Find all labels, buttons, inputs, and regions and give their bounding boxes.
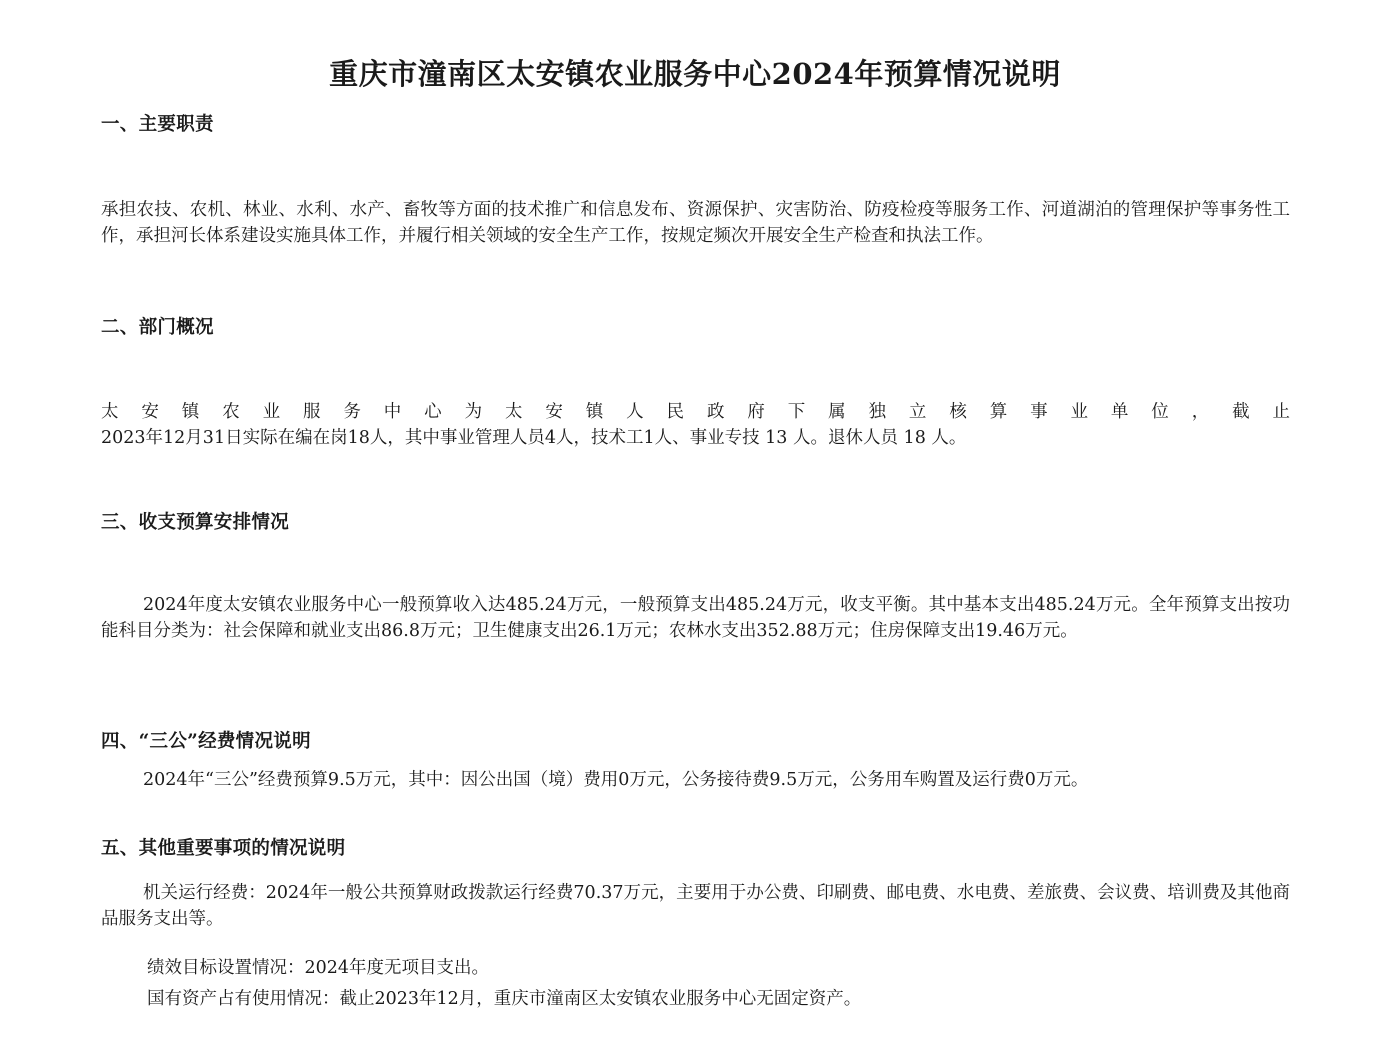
section-5-heading: 五、其他重要事项的情况说明 <box>101 838 346 859</box>
section-2-heading: 二、部门概况 <box>101 317 214 338</box>
section-4-heading: 四、“三公”经费情况说明 <box>101 731 311 752</box>
performance-note: 绩效目标设置情况：2024年度无项目支出。 <box>147 958 490 978</box>
section-2-body-line-1: 太安镇农业服务中心为太安镇人民政府下属独立核算事业单位，截止 <box>101 402 1290 422</box>
assets-note: 国有资产占有使用情况：截止2023年12月，重庆市潼南区太安镇农业服务中心无固定资产。 <box>147 989 862 1009</box>
section-5-body: 机关运行经费：2024年一般公共预算财政拨款运行经费70.37万元，主要用于办公费、印刷费、邮电费、水电费、差旅费、会议费、培训费及其他商品服务支出等。 <box>101 883 1290 929</box>
section-2-body <box>101 399 1290 451</box>
section-2-body-line-2: 2023年12月31日实际在编在岗18人，其中事业管理人员4人，技术工1人、事业专技 13 人。退休人员 18 人。 <box>101 428 967 448</box>
section-4-body: 2024年“三公”经费预算9.5万元，其中：因公出国（境）费用0万元，公务接待费9.5万元，公务用车购置及运行费0万元。 <box>143 770 1089 790</box>
section-3-body: 2024年度太安镇农业服务中心一般预算收入达485.24万元，一般预算支出485.24万元，收支平衡。其中基本支出485.24万元。全年预算支出按功能科目分类为：社会保障和就业支出86.8万元；卫生健康支出26.1万元；农林水支出352.88万元；住房保障支出19.46万元。 <box>101 595 1290 641</box>
document-title: 重庆市潼南区太安镇农业服务中心2024年预算情况说明 <box>329 57 1061 91</box>
section-3-heading: 三、收支预算安排情况 <box>101 512 290 533</box>
section-1-body: 承担农技、农机、林业、水利、水产、畜牧等方面的技术推广和信息发布、资源保护、灾害防治、防疫检疫等服务工作、河道湖泊的管理保护等事务性工作，承担河长体系建设实施具体工作，并履行相关领域的安全生产工作，按规定频次开展安全生产检查和执法工作。 <box>101 200 1290 246</box>
section-1-heading: 一、主要职责 <box>101 114 214 135</box>
